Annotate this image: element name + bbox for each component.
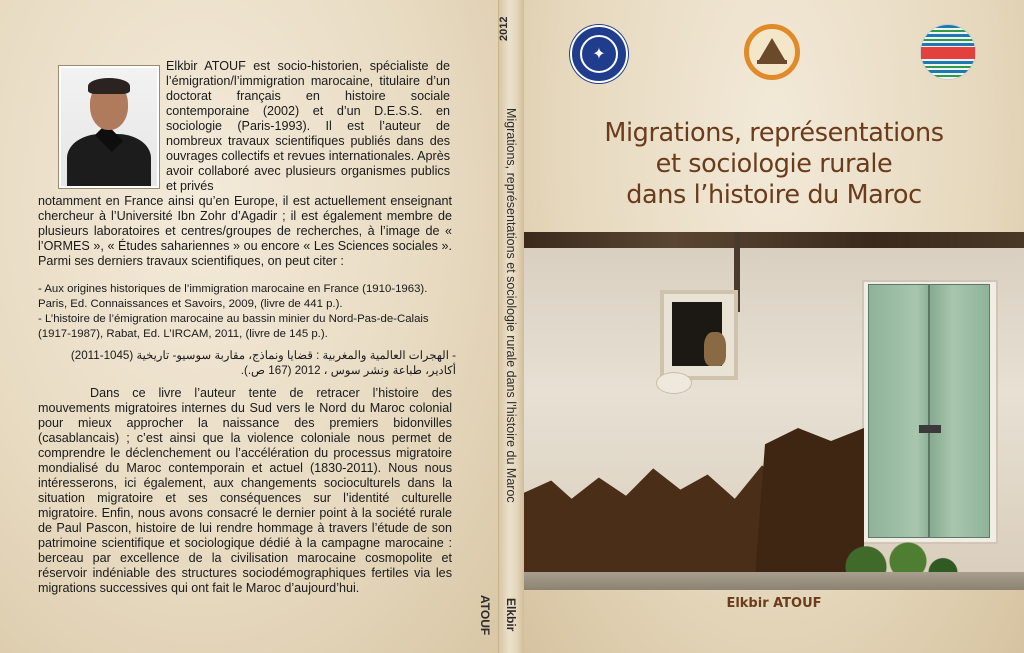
- laboratory-logo-base: [757, 60, 787, 64]
- book-summary: Dans ce livre l’auteur tente de retracer l’histoire des mouvements migratoires internes du Sud vers le Nord du Maroc colonial pour mieux approcher la naissance des premiers bidonvilles (casablancais) ; c’est ainsi que la violence coloniale nous permet de comprendre le déclenchement ou l’accélération du processus migratoire mondialisé du Maroc contemporain et actuel (1830-2011). Nous nous intéresserons, ici également, aux changements socioculturels dans la situation migratoire et ses conséquences sur l’identité culturelle migratoire. Enfin, nous avons consacré le dernier point à la société rurale de Paul Pascon, histoire de lui rendre hommage à travers l’étude de son patrimoine scientifique et sociologique dédié à la campagne marocaine : berceau par excellence de la civilisation marocaine cosmopolite et réservoir indéniable des structures sociodémographiques fertiles via les migrations successives qui ont fait le Maroc d’aujourd’hui.: [38, 386, 452, 595]
- spine-author: Elkbir ATOUF: [478, 594, 518, 636]
- cover-photo: [524, 232, 1024, 590]
- door-lock-icon: [919, 425, 941, 433]
- bio-paragraph-rest: notamment en France ainsi qu’en Europe, il est actuellement enseignant chercheur à l’Université Ibn Zohr d’Agadir ; il est également membre de plusieurs laboratoires et centres/groupes de recherches, à l’image de « l’ORMES », « Études sahariennes » ou encore « Les Sciences sociales ». Parmi ses derniers travaux scientifiques, on peut citer :: [38, 194, 452, 268]
- arabic-work: - الهجرات العالمية والمغربية : قضايا ونماذج، مقاربة سوسيو- تاريخية (1045-2011) أكادير، طباعة ونشر سوس ، 2012 (167 ص.).: [70, 349, 456, 377]
- publisher-logo-band: [921, 47, 975, 59]
- laboratory-logo-triangle: [759, 38, 785, 60]
- works-list: [38, 282, 456, 342]
- publisher-logo-icon: [920, 24, 976, 80]
- photo-window: [660, 290, 738, 380]
- photo-ledge: [524, 572, 1024, 590]
- laboratory-logo-icon: [744, 24, 800, 80]
- door-split: [928, 285, 930, 537]
- university-seal-inner-icon: ✦: [580, 35, 618, 73]
- photo-roof-edge: [524, 232, 1024, 248]
- university-seal-icon: [570, 25, 628, 83]
- spine-title: Migrations, représentations et sociologie rurale dans l’histoire du Maroc: [504, 107, 518, 503]
- photo-green-door: [868, 284, 990, 538]
- front-author: Elkbir ATOUF: [726, 596, 822, 611]
- author-hair: [88, 78, 130, 94]
- title-line: et sociologie rurale: [655, 149, 893, 179]
- title-line: Migrations, représentations: [604, 118, 944, 148]
- work-item: - L’histoire de l’émigration marocaine au bassin minier du Nord-Pas-de-Calais (1917-1987), Rabat, Ed. L’IRCAM, 2011, (livre de 145 p.).: [38, 313, 429, 340]
- cat-icon: [704, 332, 726, 366]
- title-line: dans l’histoire du Maroc: [626, 180, 922, 210]
- author-photo: [59, 66, 159, 188]
- photo-stone: [656, 372, 692, 394]
- book-title: [548, 118, 1000, 211]
- work-item: - Aux origines historiques de l’immigration marocaine en France (1910-1963). Paris, Ed. Connaissances et Savoirs, 2009, (livre de 441 p.).: [38, 283, 428, 310]
- spine-year: 2012: [498, 16, 510, 42]
- bio-paragraph-top: Elkbir ATOUF est socio-historien, spécialiste de l’émigration/l’immigration marocaine, titulaire d’un doctorat français en histoire sociale contemporaine (2002) et d’un D.E.S.S. en sociologie (Paris-1993). Il est l’auteur de nombreux travaux scientifiques publiés dans des ouvrages collectifs et revues internationales. Après avoir collaboré avec plusieurs organismes publics et privés: [166, 59, 450, 193]
